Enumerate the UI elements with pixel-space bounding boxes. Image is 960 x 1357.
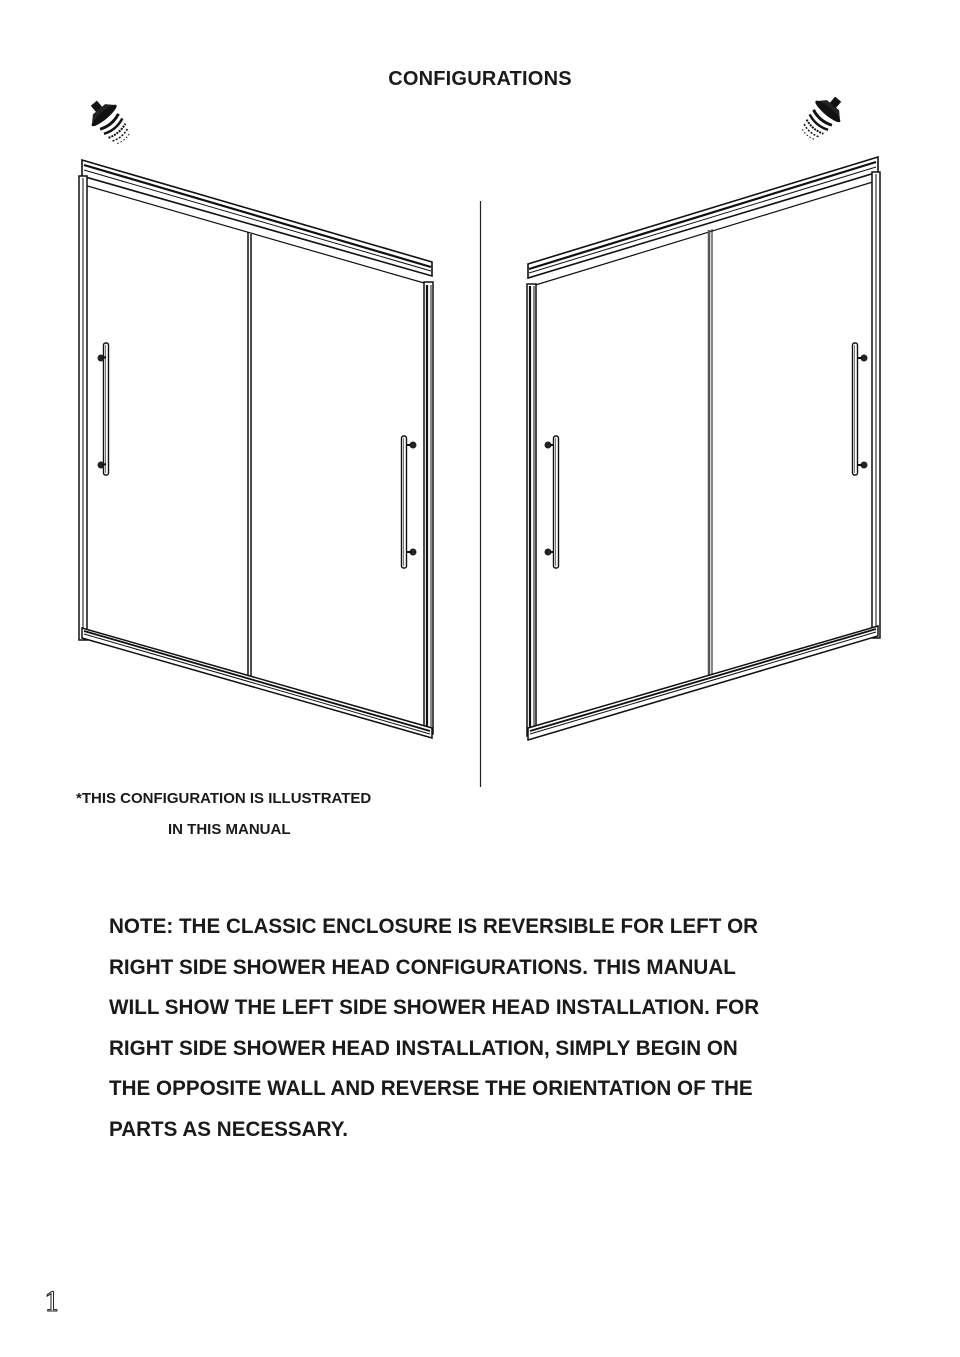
shower-head-icon [82, 93, 137, 150]
door-handle-icon [402, 436, 417, 568]
note-line: RIGHT SIDE SHOWER HEAD INSTALLATION, SIMPLY BEGIN ON [109, 1035, 738, 1060]
illustrated-configuration-caption: *THIS CONFIGURATION IS ILLUSTRATED [76, 790, 372, 807]
note-line: THE OPPOSITE WALL AND REVERSE THE ORIENTATION OF THE [109, 1076, 753, 1100]
door-handle-icon [545, 436, 559, 568]
door-handle-icon [853, 343, 868, 475]
page-title: CONFIGURATIONS [388, 68, 572, 90]
note-line: PARTS AS NECESSARY. [109, 1116, 348, 1141]
note-line: RIGHT SIDE SHOWER HEAD CONFIGURATIONS. THIS MANUAL [109, 954, 736, 979]
note-line: NOTE: THE CLASSIC ENCLOSURE IS REVERSIBLE FOR LEFT OR [109, 914, 759, 938]
right-configuration-figure [527, 89, 880, 740]
shower-head-icon [795, 89, 850, 146]
page-number: 1 [44, 1288, 61, 1318]
door-handle-icon [98, 343, 109, 475]
illustrated-configuration-caption-line2: IN THIS MANUAL [168, 821, 291, 838]
left-configuration-figure [79, 93, 433, 738]
note-line: WILL SHOW THE LEFT SIDE SHOWER HEAD INSTALLATION. FOR [109, 995, 760, 1019]
reversible-note [109, 906, 839, 1149]
